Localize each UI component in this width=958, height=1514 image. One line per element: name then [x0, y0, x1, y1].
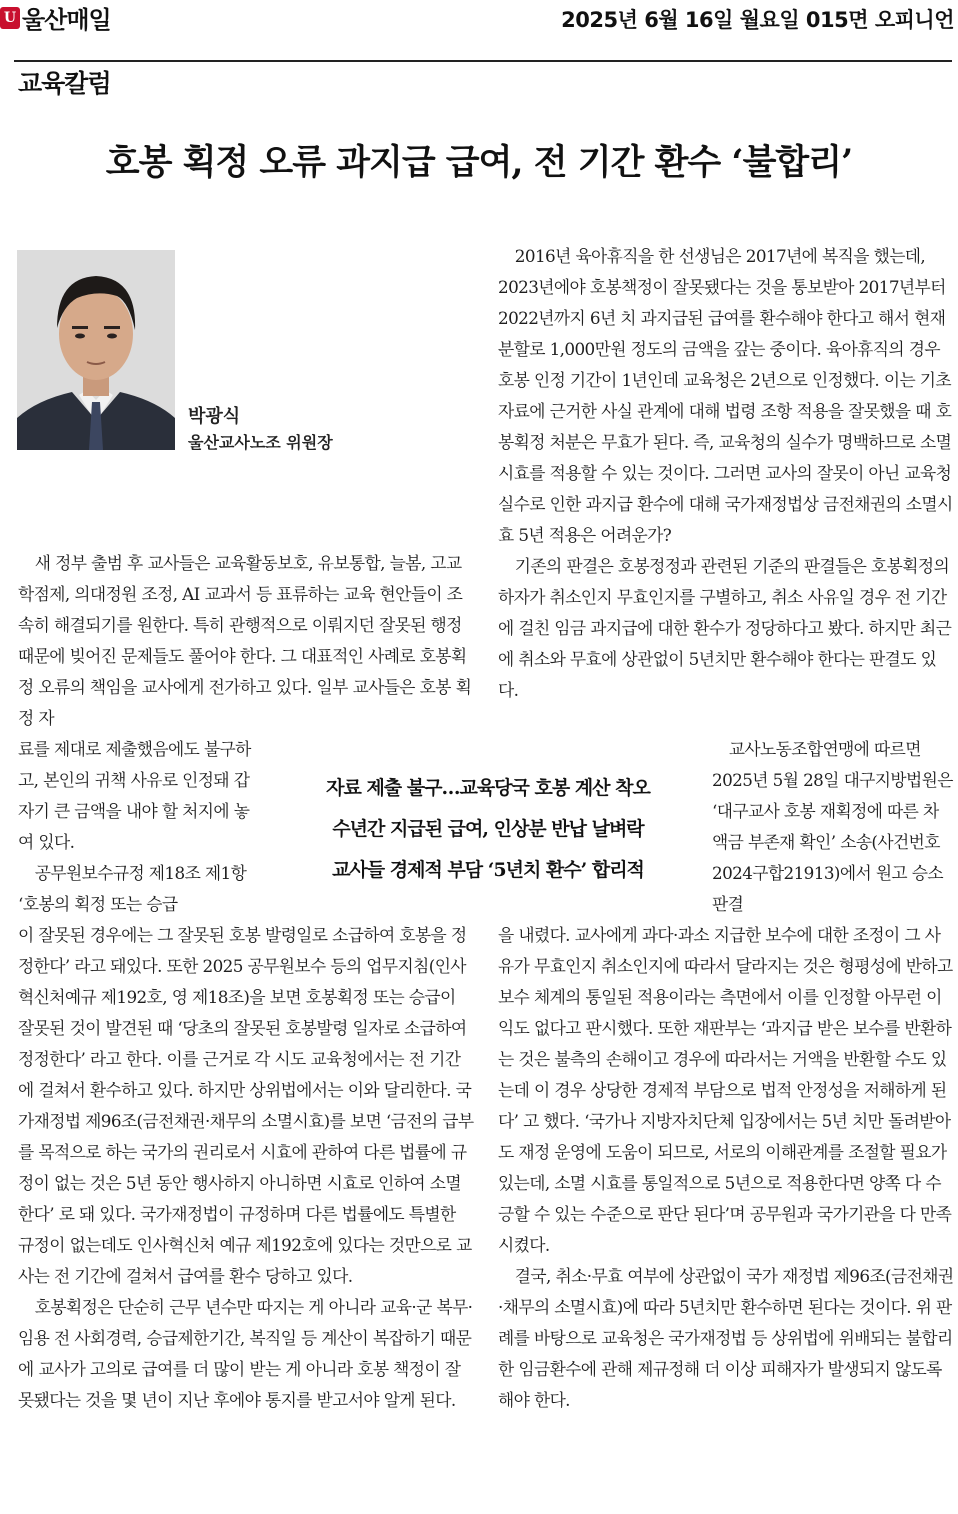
pull-quote-line-3: 교사들 경제적 부담 ‘5년치 환수’ 합리적: [332, 859, 644, 881]
portrait-image: [17, 250, 175, 450]
dateline: 2025년 6월 16일 월요일 015면 오피니언: [561, 8, 954, 32]
left-paragraph-1: 새 정부 출범 후 교사들은 교육활동보호, 유보통합, 늘봄, 고교학점제, 의대정원 조정, AI 교과서 등 표류하는 교육 현안들이 조속히 해결되기를 원한다. 특히 관행적으로 이뤄지던 잘못된 행정 때문에 빚어진 문제들도 풀어야 한다. 그 대표적인 사례로 호봉획정 오류의 책임을 교사에게 전가하고 있다. 일부 교사들은 호봉 획정 자: [18, 553, 472, 728]
pull-quote-line-2: 수년간 지급된 급여, 인상분 반납 날벼락: [332, 818, 644, 840]
headline: 호봉 획정 오류 과지급 급여, 전 기간 환수 ‘불합리’: [105, 142, 853, 183]
pull-quote: [296, 768, 680, 891]
masthead-logo: [0, 0, 111, 35]
author-role: 울산교사노조 위원장: [188, 433, 333, 452]
section-label: 교육칼럼: [18, 69, 111, 98]
right-column-narrow: [712, 734, 954, 920]
left-paragraph-1-cont: 료를 제대로 제출했음에도 불구하고, 본인의 귀책 사유로 인정돼 갑자기 큰 금액을 내야 할 처지에 놓여 있다.: [18, 739, 251, 852]
right-paragraph-4: 결국, 취소·무효 여부에 상관없이 국가 재정법 제96조(금전채권·채무의 소멸시효)에 따라 5년치만 환수하면 된다는 것이다. 위 판례를 바탕으로 교육청은 국가재정법 등 상위법에 위배되는 불합리한 임금환수에 관해 제규정해 더 이상 피해자가 발생되지 않도록 해야 한다.: [498, 1266, 954, 1410]
author-photo: [17, 250, 175, 450]
right-paragraph-3-cont: 을 내렸다. 교사에게 과다·과소 지급한 보수에 대한 조정이 그 사유가 무효인지 취소인지에 따라서 달라지는 것은 형평성에 반하고 보수 체계의 통일된 적용이라는 측면에서 이를 인정할 아무런 이익도 없다고 판시했다. 또한 재판부는 ‘과지급 받은 보수를 반환하는 것은 불측의 손해이고 경우에 따라서는 거액을 반환할 수도 있는데 이 경우 상당한 경제적 부담으로 법적 안정성을 저해하게 된다’ 고 했다. ‘국가나 지방자치단체 입장에서는 5년 치만 돌려받아도 재정 운영에 도움이 되므로, 서로의 이해관계를 조절할 필요가 있는데, 소멸 시효를 통일적으로 5년으로 적용한다면 양쪽 다 수긍할 수 있는 수준으로 판단 된다’며 공무원과 국가기관을 다 만족시켰다.: [498, 925, 953, 1255]
left-paragraph-2-cont: 이 잘못된 경우에는 그 잘못된 호봉 발령일로 소급하여 호봉을 정정한다’ 라고 돼있다. 또한 2025 공무원보수 등의 업무지침(인사혁신처예규 제192호, 영 제18조)을 보면 호봉획정 또는 승급이 잘못된 것이 발견된 때 ‘당초의 잘못된 호봉발령 일자로 소급하여 정정한다’ 라고 한다. 이를 근거로 각 시도 교육청에서는 전 기간에 걸쳐서 환수하고 있다. 하지만 상위법에서는 이와 달리한다. 국가재정법 제96조(금전채권·채무의 소멸시효)를 보면 ‘금전의 급부를 목적으로 하는 국가의 권리로서 시효에 관하여 다른 법률에 규정이 없는 것은 5년 동안 행사하지 아니하면 시효로 인하여 소멸한다’ 로 돼 있다. 국가재정법이 규정하며 다른 법률에도 특별한 규정이 없는데도 인사혁신처 예규 제192호에 있다는 것만으로 교사는 전 기간에 걸쳐서 급여를 환수 당하고 있다.: [18, 925, 474, 1286]
header-rule: [14, 60, 952, 62]
left-paragraph-3: 호봉획정은 단순히 근무 년수만 따지는 게 아니라 교육·군 복무·임용 전 사회경력, 승급제한기간, 복직일 등 계산이 복잡하기 때문에 교사가 고의로 급여를 더 많이 받는 게 아니라 호봉 책정이 잘못됐다는 것을 몇 년이 지난 후에야 통지를 받고서야 알게 된다.: [18, 1297, 473, 1410]
left-column-narrow: [18, 734, 260, 920]
right-paragraph-3: 교사노동조합연맹에 따르면 2025년 5월 28일 대구지방법원은 ‘대구교사 호봉 재획정에 따른 차액금 부존재 확인’ 소송(사건번호 2024구합21913)에서 원고 승소 판결: [712, 739, 953, 914]
right-column-top: [498, 241, 954, 706]
right-paragraph-2: 기존의 판결은 호봉정정과 관련된 기준의 판결들은 호봉획정의 하자가 취소인지 무효인지를 구별하고, 취소 사유일 경우 전 기간에 걸친 임금 과지급에 대한 환수가 정당하다고 봤다. 하지만 최근에 취소와 무효에 상관없이 5년치만 환수해야 한다는 판결도 있다.: [498, 556, 952, 700]
newspaper-name: 울산매일: [22, 6, 111, 34]
right-column-bottom: [498, 920, 954, 1416]
right-paragraph-1: 2016년 육아휴직을 한 선생님은 2017년에 복직을 했는데, 2023년에야 호봉책정이 잘못됐다는 것을 통보받아 2017년부터 2022년까지 6년 치 과지급된 급여를 환수해야 한다고 해서 현재 분할로 1,000만원 정도의 금액을 갚는 중이다. 육아휴직의 경우 호봉 인정 기간이 1년인데 교육청은 2년으로 인정했다. 이는 기초자료에 근거한 사실 관계에 대해 법령 조항 적용을 잘못했을 때 호봉획정 처분은 무효가 된다. 즉, 교육청의 실수가 명백하므로 소멸시효를 적용할 수 있는 것이다. 그러면 교사의 잘못이 아닌 교육청 실수로 인한 과지급 환수에 대해 국가재정법상 금전채권의 소멸시효 5년 적용은 어려운가?: [498, 246, 953, 545]
left-column-bottom: [18, 920, 474, 1416]
logo-mark-icon: U: [0, 7, 20, 29]
left-column-top: [18, 548, 474, 734]
pull-quote-line-1: 자료 제출 불구…교육당국 호봉 계산 착오: [326, 777, 650, 799]
left-paragraph-2: 공무원보수규정 제18조 제1항 ‘호봉의 획정 또는 승급: [18, 863, 247, 914]
author-name: 박광식: [188, 406, 241, 427]
